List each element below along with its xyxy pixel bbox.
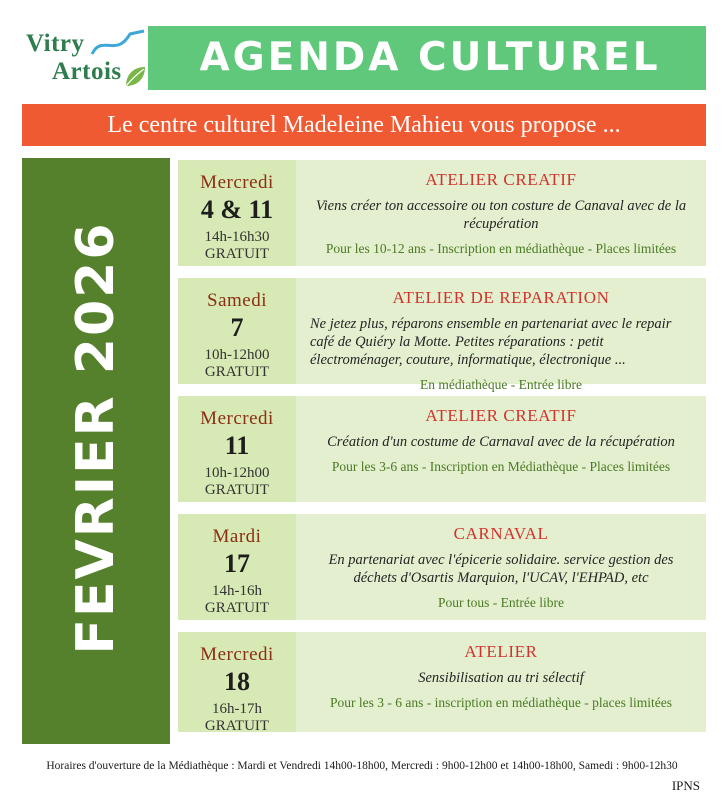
event-price: GRATUIT: [204, 482, 270, 498]
list-item[interactable]: [178, 514, 706, 620]
event-description: Sensibilisation au tri sélectif: [418, 670, 584, 686]
event-date: [178, 514, 296, 620]
month-column: [22, 158, 170, 744]
event-description: Viens créer ton accessoire ou ton costure de Canaval avec de la récupération: [315, 198, 687, 233]
event-title: CARNAVAL: [453, 524, 549, 543]
event-day-name: Mardi: [212, 526, 262, 547]
event-hours: 14h-16h: [212, 583, 262, 599]
logo: [14, 20, 148, 94]
ipns-label: IPNS: [671, 778, 700, 793]
event-note: En médiathèque - Entrée libre: [420, 377, 582, 393]
page-title: AGENDA CULTUREL: [199, 35, 661, 80]
list-item[interactable]: [178, 396, 706, 502]
subtitle-text: Le centre culturel Madeleine Mahieu vous propose ...: [107, 112, 621, 138]
event-day-name: Mercredi: [200, 408, 274, 429]
event-note: Pour les 3-6 ans - Inscription en Médiathèque - Places limitées: [331, 459, 671, 475]
event-hours: 10h-12h00: [204, 465, 270, 481]
event-title: ATELIER CREATIF: [425, 406, 577, 425]
month-label: FEVRIER 2026: [66, 221, 126, 655]
event-day-name: Samedi: [207, 290, 267, 311]
opening-hours-text: Horaires d'ouverture de la Médiathèque : Mardi et Vendredi 14h00-18h00, Mercredi : 9h00-12h00 et 14h00-18h00, Samedi : 9h00-12h30: [46, 760, 678, 772]
list-item[interactable]: [178, 160, 706, 266]
event-price: GRATUIT: [204, 364, 270, 380]
swoosh-icon: [90, 28, 146, 62]
event-price: GRATUIT: [204, 600, 270, 616]
event-description: En partenariat avec l'épicerie solidaire. service gestion des déchets d'Osartis Marquion, l'UCAV, l'EHPAD, etc: [328, 552, 674, 587]
list-item[interactable]: [178, 632, 706, 732]
event-body: [296, 160, 706, 265]
event-hours: 16h-17h: [212, 701, 262, 717]
event-price: GRATUIT: [204, 246, 270, 262]
event-note: Pour tous - Entrée libre: [438, 595, 564, 611]
event-date: [178, 160, 296, 266]
event-day-number: 18: [224, 667, 250, 696]
event-hours: 10h-12h00: [204, 347, 270, 363]
event-description: Création d'un costume de Carnaval avec de la récupération: [327, 434, 675, 450]
list-item[interactable]: [178, 278, 706, 393]
event-day-number: 11: [224, 431, 250, 460]
event-body: [296, 396, 706, 483]
event-day-number: 4 & 11: [200, 195, 274, 224]
event-day-number: 17: [224, 549, 250, 578]
event-hours: 14h-16h30: [204, 229, 270, 245]
event-day-name: Mercredi: [200, 644, 274, 665]
event-date: [178, 632, 296, 732]
event-body: [296, 514, 706, 619]
event-body: [296, 632, 706, 719]
event-title: ATELIER: [464, 642, 538, 661]
event-date: [178, 396, 296, 502]
event-day-number: 7: [230, 313, 244, 342]
event-date: [178, 278, 296, 384]
events-list: [178, 160, 706, 744]
leaf-icon: [122, 64, 148, 90]
event-note: Pour les 10-12 ans - Inscription en médiathèque - Places limitées: [325, 241, 677, 257]
event-note: Pour les 3 - 6 ans - inscription en médiathèque - places limitées: [330, 695, 672, 711]
event-day-name: Mercredi: [200, 172, 274, 193]
event-description: Ne jetez plus, réparons ensemble en partenariat avec le repair café de Quiéry la Motte. Petites réparations : petit électroménager, couture, informatique, électronique ...: [310, 316, 672, 369]
logo-text-vitry: Vitry: [26, 30, 85, 57]
logo-text-artois: Artois: [52, 58, 122, 85]
event-title: ATELIER DE REPARATION: [392, 288, 610, 307]
event-price: GRATUIT: [204, 718, 270, 734]
event-title: ATELIER CREATIF: [425, 170, 577, 189]
event-body: [296, 278, 706, 401]
